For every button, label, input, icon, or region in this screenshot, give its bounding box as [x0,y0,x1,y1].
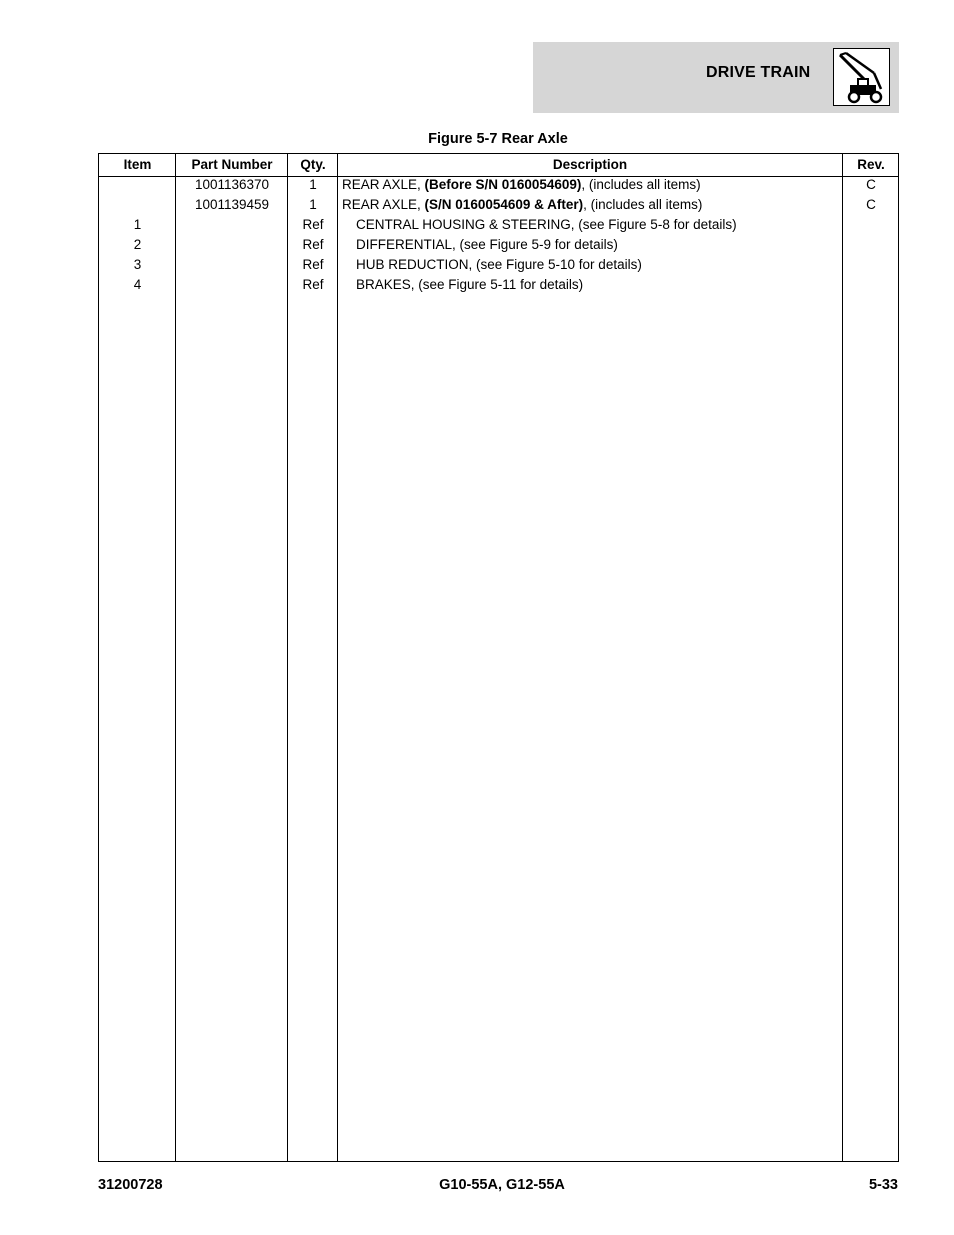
table-row-description: DIFFERENTIAL, (see Figure 5-9 for details) [356,237,618,252]
column-divider [337,154,338,1161]
table-row-item [99,175,176,195]
table-row-qty: Ref [302,257,324,272]
table-row-description: BRAKES, (see Figure 5-11 for details) [356,277,584,292]
table-row-part-number: 1001139459 [194,197,270,212]
column-header-item: Item [123,157,152,172]
table-row-item: 2 [133,237,142,252]
table-row-description [342,175,842,195]
table-row-part-number [176,255,288,275]
document-number: 31200728 [98,1177,163,1193]
table-row-qty: 1 [309,197,317,212]
table-row-part-number [176,215,288,235]
table-row-qty: Ref [302,277,324,292]
table-row-item: 3 [133,257,142,272]
figure-title: Figure 5-7 Rear Axle [428,131,568,147]
parts-table [98,153,899,1162]
description-serial: (S/N 0160054609 & After) [424,197,584,212]
table-row-rev [843,275,899,295]
column-divider [175,154,176,1161]
column-divider [842,154,843,1161]
description-text: REAR AXLE, [342,197,425,212]
table-row-qty: Ref [302,237,324,252]
section-title: DRIVE TRAIN [706,64,811,81]
description-text: , (includes all items) [581,177,701,192]
table-row-rev [843,255,899,275]
table-row-description: CENTRAL HOUSING & STEERING, (see Figure 5-8 for details) [356,217,737,232]
description-text: REAR AXLE, [342,177,425,192]
table-row-part-number: 1001136370 [194,177,270,192]
description-text: , (includes all items) [583,197,703,212]
column-divider [287,154,288,1161]
table-row-rev: C [866,197,876,212]
table-row-item: 1 [133,217,142,232]
page-number: 5-33 [868,1177,898,1193]
model-names: G10-55A, G12-55A [439,1177,565,1193]
column-header-description: Description [552,157,628,172]
column-header-part-number: Part Number [191,157,273,172]
description-serial: (Before S/N 0160054609) [424,177,582,192]
table-row-description: HUB REDUCTION, (see Figure 5-10 for details) [356,257,642,272]
table-row-qty: Ref [302,217,324,232]
table-row-qty: 1 [309,177,317,192]
table-row-part-number [176,235,288,255]
table-row-rev [843,215,899,235]
telehandler-icon [833,48,890,106]
table-row-rev [843,235,899,255]
table-row-item: 4 [133,277,142,292]
column-header-qty: Qty. [300,157,326,172]
column-header-rev: Rev. [857,157,885,172]
table-row-item [99,195,176,215]
table-row-rev: C [866,177,876,192]
table-row-part-number [176,275,288,295]
table-row-description [342,195,842,215]
